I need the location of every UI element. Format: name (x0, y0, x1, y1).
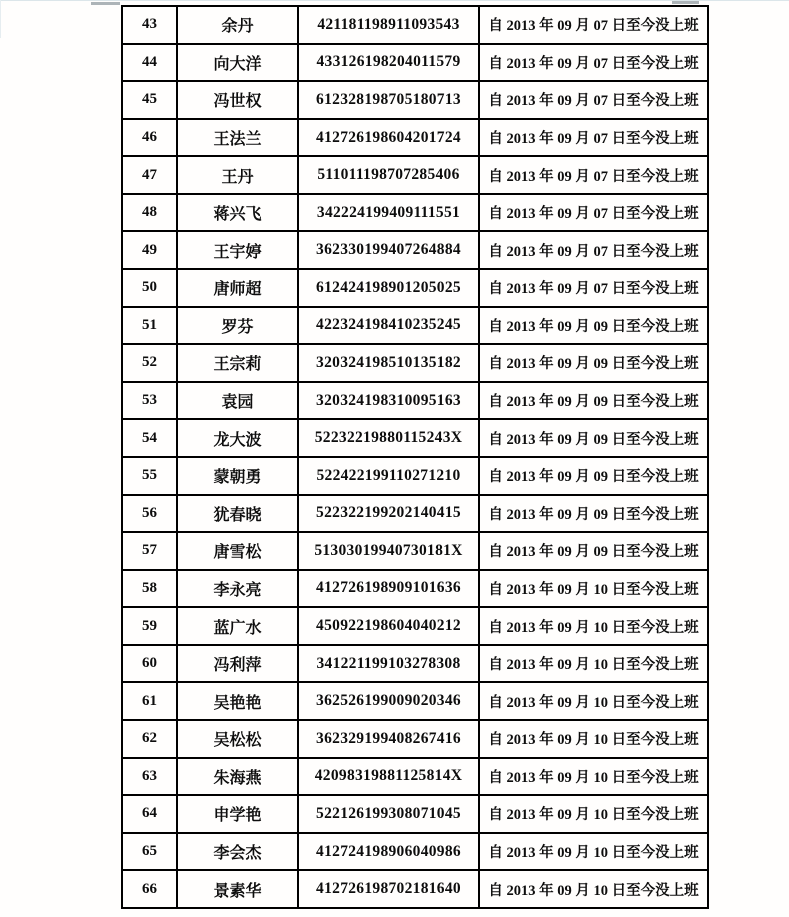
table-row (122, 570, 708, 608)
table-row (122, 194, 708, 232)
table-row (122, 682, 708, 720)
table-row (122, 870, 708, 908)
id-number-cell: 412726198604201724 (298, 119, 479, 157)
name-cell: 唐雪松 (177, 532, 298, 570)
row-number-cell: 53 (122, 382, 177, 420)
row-number-cell: 52 (122, 344, 177, 382)
roster-table-body (122, 6, 708, 908)
id-number-cell: 612424198901205025 (298, 269, 479, 307)
name-cell: 冯利萍 (177, 645, 298, 683)
id-number-cell: 320324198510135182 (298, 344, 479, 382)
table-row (122, 44, 708, 82)
name-cell: 蒋兴飞 (177, 194, 298, 232)
status-cell: 自 2013 年 09 月 07 日至今没上班 (479, 6, 708, 44)
row-number-cell: 49 (122, 231, 177, 269)
id-number-cell: 511011198707285406 (298, 156, 479, 194)
name-cell: 景素华 (177, 870, 298, 908)
id-number-cell: 412724198906040986 (298, 833, 479, 871)
row-number-cell: 64 (122, 795, 177, 833)
row-number-cell: 62 (122, 720, 177, 758)
row-number-cell: 66 (122, 870, 177, 908)
table-row (122, 457, 708, 495)
name-cell: 蒙朝勇 (177, 457, 298, 495)
status-cell: 自 2013 年 09 月 10 日至今没上班 (479, 795, 708, 833)
row-number-cell: 50 (122, 269, 177, 307)
status-cell: 自 2013 年 09 月 07 日至今没上班 (479, 81, 708, 119)
table-row (122, 758, 708, 796)
name-cell: 王宗莉 (177, 344, 298, 382)
status-cell: 自 2013 年 09 月 07 日至今没上班 (479, 44, 708, 82)
status-cell: 自 2013 年 09 月 07 日至今没上班 (479, 156, 708, 194)
id-number-cell: 52232219880115243X (298, 419, 479, 457)
id-number-cell: 421181198911093543 (298, 6, 479, 44)
table-row (122, 156, 708, 194)
table-row (122, 231, 708, 269)
id-number-cell: 612328198705180713 (298, 81, 479, 119)
status-cell: 自 2013 年 09 月 10 日至今没上班 (479, 720, 708, 758)
status-cell: 自 2013 年 09 月 10 日至今没上班 (479, 645, 708, 683)
row-number-cell: 59 (122, 607, 177, 645)
name-cell: 蓝广水 (177, 607, 298, 645)
name-cell: 冯世权 (177, 81, 298, 119)
window-top-edge-line (0, 0, 789, 1)
table-row (122, 269, 708, 307)
name-cell: 吴松松 (177, 720, 298, 758)
status-cell: 自 2013 年 09 月 10 日至今没上班 (479, 758, 708, 796)
table-row (122, 382, 708, 420)
row-number-cell: 47 (122, 156, 177, 194)
status-cell: 自 2013 年 09 月 07 日至今没上班 (479, 194, 708, 232)
id-number-cell: 341221199103278308 (298, 645, 479, 683)
table-row (122, 119, 708, 157)
id-number-cell: 362526199009020346 (298, 682, 479, 720)
row-number-cell: 54 (122, 419, 177, 457)
row-number-cell: 56 (122, 495, 177, 533)
status-cell: 自 2013 年 09 月 07 日至今没上班 (479, 119, 708, 157)
id-number-cell: 522422199110271210 (298, 457, 479, 495)
table-row (122, 795, 708, 833)
name-cell: 罗芬 (177, 307, 298, 345)
row-number-cell: 43 (122, 6, 177, 44)
row-number-cell: 48 (122, 194, 177, 232)
table-row (122, 607, 708, 645)
table-row (122, 532, 708, 570)
status-cell: 自 2013 年 09 月 10 日至今没上班 (479, 833, 708, 871)
name-cell: 唐师超 (177, 269, 298, 307)
status-cell: 自 2013 年 09 月 09 日至今没上班 (479, 457, 708, 495)
name-cell: 李永亮 (177, 570, 298, 608)
row-number-cell: 55 (122, 457, 177, 495)
status-cell: 自 2013 年 09 月 10 日至今没上班 (479, 570, 708, 608)
name-cell: 犹春晓 (177, 495, 298, 533)
row-number-cell: 57 (122, 532, 177, 570)
name-cell: 王宇婷 (177, 231, 298, 269)
id-number-cell: 522322199202140415 (298, 495, 479, 533)
id-number-cell: 342224199409111551 (298, 194, 479, 232)
table-row (122, 645, 708, 683)
status-cell: 自 2013 年 09 月 09 日至今没上班 (479, 419, 708, 457)
row-number-cell: 60 (122, 645, 177, 683)
name-cell: 王丹 (177, 156, 298, 194)
id-number-cell: 522126199308071045 (298, 795, 479, 833)
id-number-cell: 450922198604040212 (298, 607, 479, 645)
name-cell: 吴艳艳 (177, 682, 298, 720)
id-number-cell: 412726198909101636 (298, 570, 479, 608)
id-number-cell: 412726198702181640 (298, 870, 479, 908)
row-number-cell: 63 (122, 758, 177, 796)
row-number-cell: 58 (122, 570, 177, 608)
status-cell: 自 2013 年 09 月 09 日至今没上班 (479, 532, 708, 570)
id-number-cell: 422324198410235245 (298, 307, 479, 345)
table-row (122, 720, 708, 758)
table-row (122, 81, 708, 119)
id-number-cell: 433126198204011579 (298, 44, 479, 82)
row-number-cell: 44 (122, 44, 177, 82)
page-margin-mark-left (91, 2, 120, 5)
page-left-edge-tick (0, 0, 1, 38)
table-row (122, 344, 708, 382)
status-cell: 自 2013 年 09 月 07 日至今没上班 (479, 231, 708, 269)
table-row (122, 419, 708, 457)
row-number-cell: 45 (122, 81, 177, 119)
status-cell: 自 2013 年 09 月 09 日至今没上班 (479, 382, 708, 420)
status-cell: 自 2013 年 09 月 09 日至今没上班 (479, 495, 708, 533)
id-number-cell: 320324198310095163 (298, 382, 479, 420)
row-number-cell: 65 (122, 833, 177, 871)
status-cell: 自 2013 年 09 月 09 日至今没上班 (479, 307, 708, 345)
row-number-cell: 51 (122, 307, 177, 345)
name-cell: 龙大波 (177, 419, 298, 457)
name-cell: 向大洋 (177, 44, 298, 82)
id-number-cell: 51303019940730181X (298, 532, 479, 570)
status-cell: 自 2013 年 09 月 10 日至今没上班 (479, 607, 708, 645)
id-number-cell: 362330199407264884 (298, 231, 479, 269)
page-margin-mark-right (672, 1, 699, 4)
name-cell: 申学艳 (177, 795, 298, 833)
status-cell: 自 2013 年 09 月 10 日至今没上班 (479, 870, 708, 908)
absence-roster-table (121, 5, 709, 909)
name-cell: 李会杰 (177, 833, 298, 871)
status-cell: 自 2013 年 09 月 07 日至今没上班 (479, 269, 708, 307)
name-cell: 朱海燕 (177, 758, 298, 796)
name-cell: 余丹 (177, 6, 298, 44)
table-row (122, 495, 708, 533)
row-number-cell: 61 (122, 682, 177, 720)
name-cell: 王法兰 (177, 119, 298, 157)
row-number-cell: 46 (122, 119, 177, 157)
table-row (122, 833, 708, 871)
id-number-cell: 42098319881125814X (298, 758, 479, 796)
table-row (122, 307, 708, 345)
name-cell: 袁园 (177, 382, 298, 420)
status-cell: 自 2013 年 09 月 09 日至今没上班 (479, 344, 708, 382)
id-number-cell: 362329199408267416 (298, 720, 479, 758)
status-cell: 自 2013 年 09 月 10 日至今没上班 (479, 682, 708, 720)
table-row (122, 6, 708, 44)
